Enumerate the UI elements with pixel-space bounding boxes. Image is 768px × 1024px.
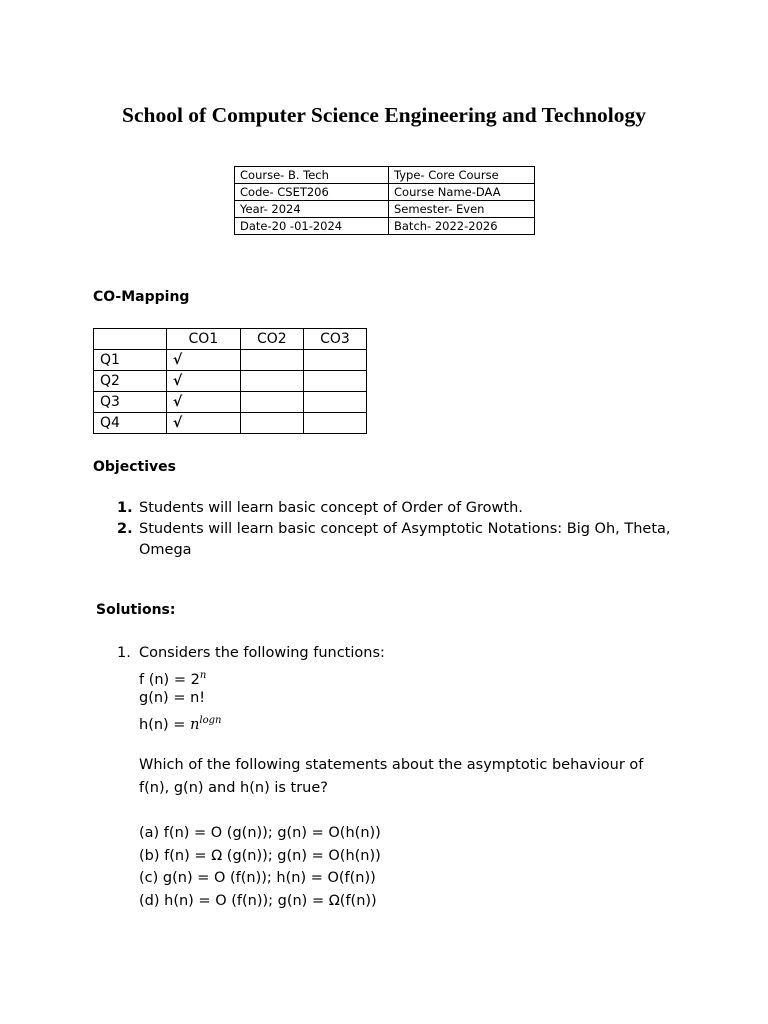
function-g: g(n) = n! [139,690,206,706]
column-header: CO1 [166,329,240,350]
answer-option: (b) f(n) = Ω (g(n)); g(n) = O(h(n)) [139,848,381,864]
co-mapping-table [93,328,367,434]
question-intro: Considers the following functions: [139,645,385,661]
objective-number: 2. [117,521,133,537]
table-cell: Q3 [94,392,167,413]
question-text: f(n), g(n) and h(n) is true? [139,780,328,796]
check-mark: √ [166,413,240,434]
function-h: $h(n) = n^{logn}$ [139,715,222,733]
table-cell: Year- 2024 [235,201,389,218]
objective-text: Students will learn basic concept of Order of Growth. [139,500,523,516]
table-row [94,413,367,434]
column-header: CO3 [303,329,366,350]
table-header-row [94,329,367,350]
table-row [235,218,535,235]
table-cell: Q2 [94,371,167,392]
table-row [235,201,535,218]
table-cell [303,350,366,371]
objective-text: Students will learn basic concept of Asymptotic Notations: Big Oh, Theta, [139,521,671,537]
check-mark: √ [166,392,240,413]
table-cell: Semester- Even [389,201,535,218]
solutions-heading: Solutions: [96,602,176,618]
table-cell: Q1 [94,350,167,371]
table-cell: Q4 [94,413,167,434]
table-row [235,184,535,201]
table-cell [303,413,366,434]
column-header: CO2 [240,329,303,350]
table-row [94,392,367,413]
table-cell [240,350,303,371]
table-cell [303,392,366,413]
table-cell [240,413,303,434]
co-mapping-heading: CO-Mapping [93,289,190,305]
table-cell [240,392,303,413]
objective-text-continued: Omega [139,542,192,558]
table-cell [303,371,366,392]
objective-number: 1. [117,500,133,516]
objectives-heading: Objectives [93,459,176,475]
table-cell [240,371,303,392]
answer-option: (a) f(n) = O (g(n)); g(n) = O(h(n)) [139,825,381,841]
function-f: f $(n) = 2^n$ [139,670,207,688]
question-number: 1. [117,645,131,661]
table-row [94,350,367,371]
check-mark: √ [166,371,240,392]
answer-option: (d) h(n) = O (f(n)); g(n) = Ω(f(n)) [139,893,377,909]
table-cell: Course- B. Tech [235,167,389,184]
table-row [235,167,535,184]
table-row [94,371,367,392]
table-cell: Code- CSET206 [235,184,389,201]
course-info-table [234,166,535,235]
table-cell: Type- Core Course [389,167,535,184]
question-text: Which of the following statements about the asymptotic behaviour of [139,757,644,773]
document-title: School of Computer Science Engineering and Technology [121,103,646,127]
table-cell: Batch- 2022-2026 [389,218,535,235]
table-cell: Course Name-DAA [389,184,535,201]
check-mark: √ [166,350,240,371]
table-cell: Date-20 -01-2024 [235,218,389,235]
column-header [94,329,167,350]
answer-option: (c) g(n) = O (f(n)); h(n) = O(f(n)) [139,870,376,886]
